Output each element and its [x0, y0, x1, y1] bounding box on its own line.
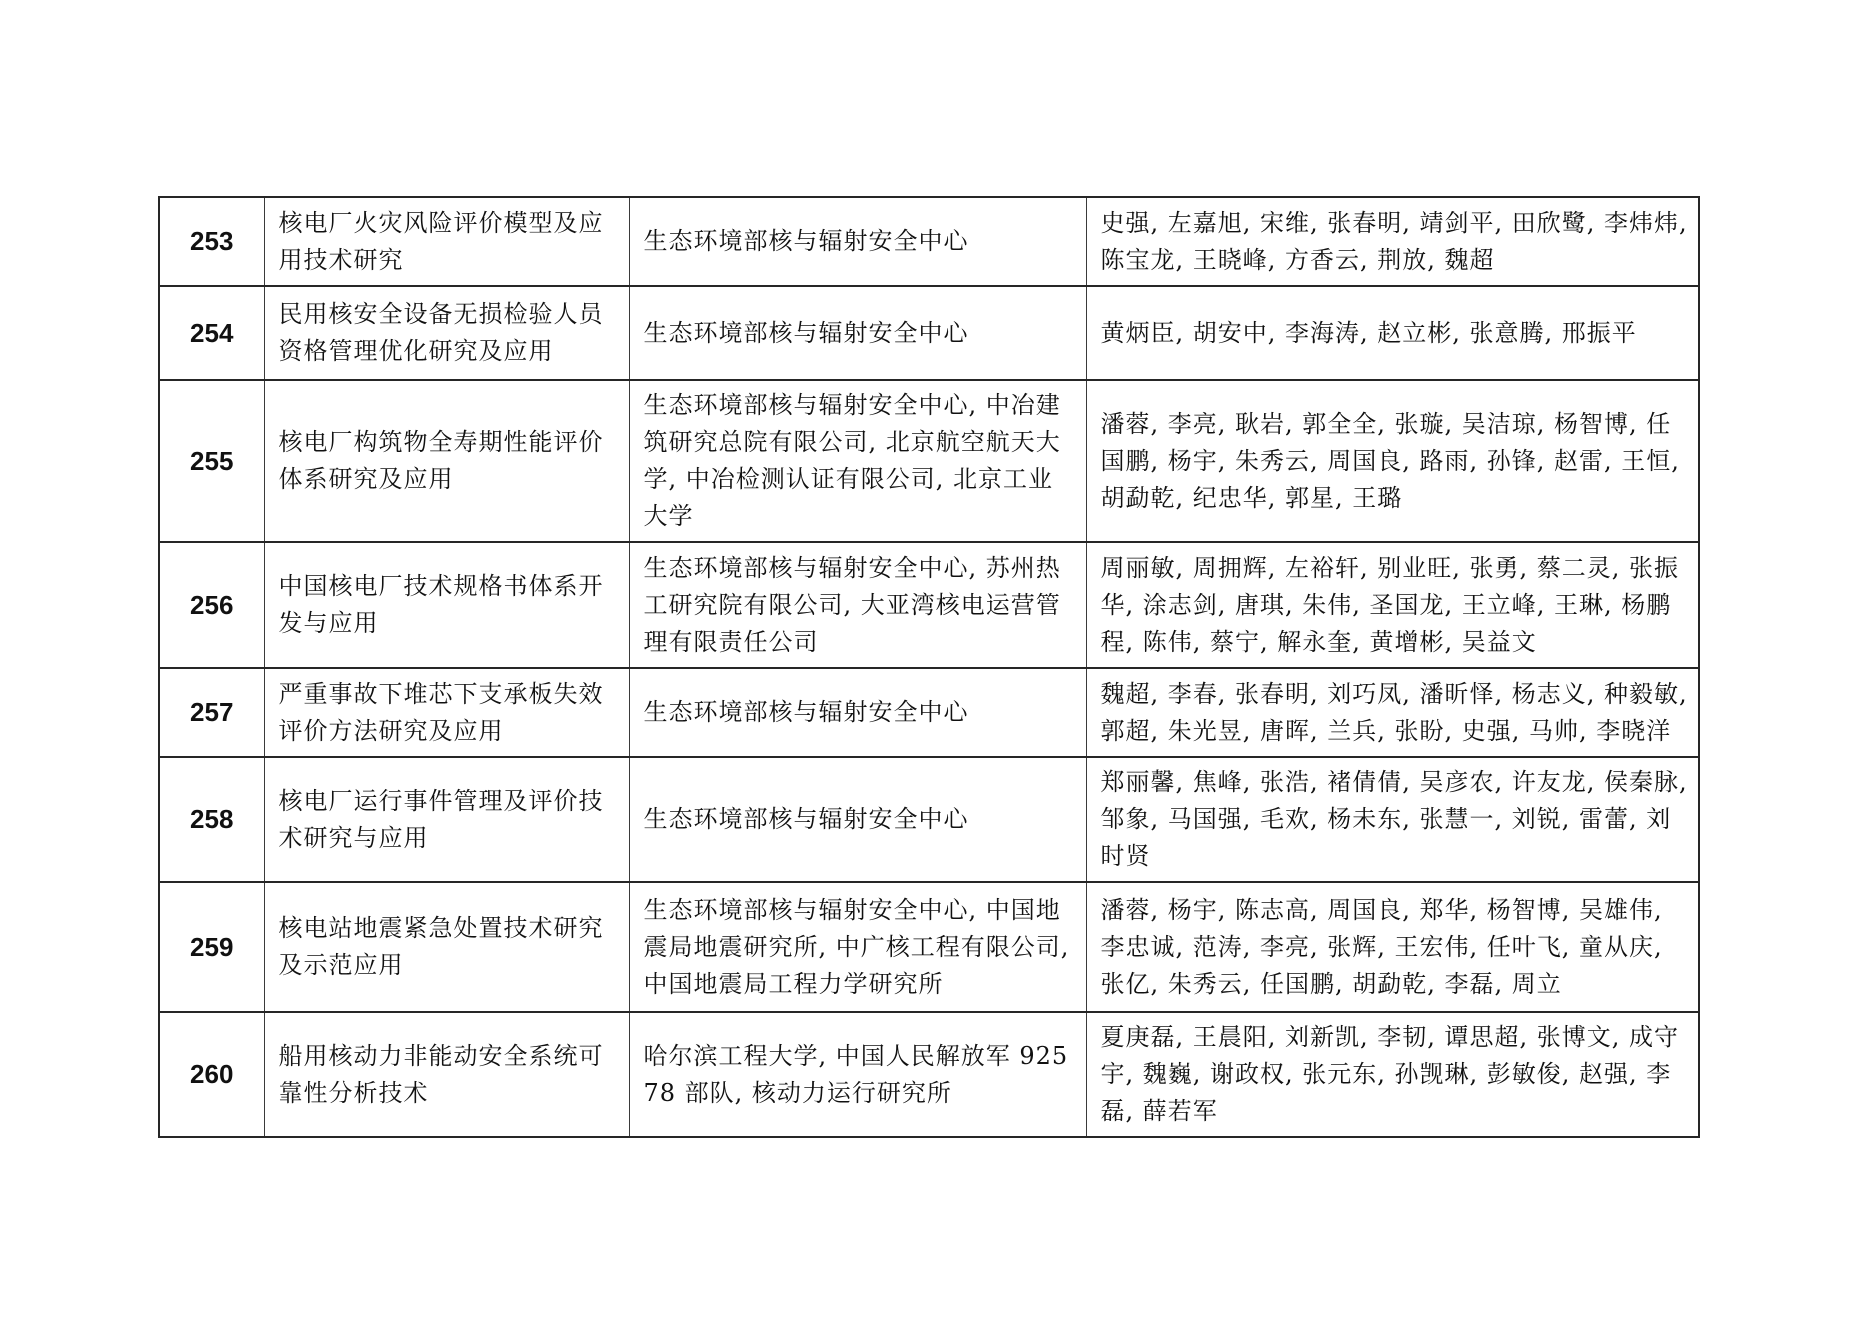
- row-number-cell: 260: [159, 1012, 264, 1137]
- project-title-cell: 船用核动力非能动安全系统可靠性分析技术: [264, 1012, 629, 1137]
- projects-table: [158, 196, 1700, 1138]
- organization-cell: 生态环境部核与辐射安全中心: [629, 757, 1086, 882]
- row-number-cell: 256: [159, 542, 264, 668]
- project-title-cell: 民用核安全设备无损检验人员资格管理优化研究及应用: [264, 286, 629, 380]
- members-cell: 潘蓉, 杨宇, 陈志高, 周国良, 郑华, 杨智博, 吴雄伟, 李忠诚, 范涛, 李亮, 张辉, 王宏伟, 任叶飞, 童从庆, 张亿, 朱秀云, 任国鹏, 胡勐乾, 李磊, 周立: [1086, 882, 1699, 1012]
- row-number-cell: 254: [159, 286, 264, 380]
- project-title-cell: 核电厂构筑物全寿期性能评价体系研究及应用: [264, 380, 629, 542]
- project-title-cell: 核电站地震紧急处置技术研究及示范应用: [264, 882, 629, 1012]
- members-cell: 夏庚磊, 王晨阳, 刘新凯, 李韧, 谭思超, 张博文, 成守宇, 魏巍, 谢政权, 张元东, 孙觊琳, 彭敏俊, 赵强, 李磊, 薛若军: [1086, 1012, 1699, 1137]
- table-row: [159, 1012, 1699, 1137]
- project-title-cell: 严重事故下堆芯下支承板失效评价方法研究及应用: [264, 668, 629, 757]
- row-number-cell: 255: [159, 380, 264, 542]
- table-row: [159, 882, 1699, 1012]
- table-row: [159, 380, 1699, 542]
- project-title-cell: 中国核电厂技术规格书体系开发与应用: [264, 542, 629, 668]
- members-cell: 黄炳臣, 胡安中, 李海涛, 赵立彬, 张意腾, 邢振平: [1086, 286, 1699, 380]
- table-row: [159, 286, 1699, 380]
- organization-cell: 生态环境部核与辐射安全中心, 中国地震局地震研究所, 中广核工程有限公司, 中国地震局工程力学研究所: [629, 882, 1086, 1012]
- members-cell: 魏超, 李春, 张春明, 刘巧凤, 潘昕怿, 杨志义, 种毅敏, 郭超, 朱光昱, 唐晖, 兰兵, 张盼, 史强, 马帅, 李晓洋: [1086, 668, 1699, 757]
- members-cell: 潘蓉, 李亮, 耿岩, 郭全全, 张璇, 吴洁琼, 杨智博, 任国鹏, 杨宇, 朱秀云, 周国良, 路雨, 孙锋, 赵雷, 王恒, 胡勐乾, 纪忠华, 郭星, 王璐: [1086, 380, 1699, 542]
- project-title-cell: 核电厂运行事件管理及评价技术研究与应用: [264, 757, 629, 882]
- projects-table-body: [159, 197, 1699, 1137]
- organization-cell: 生态环境部核与辐射安全中心: [629, 197, 1086, 286]
- organization-cell: 生态环境部核与辐射安全中心: [629, 286, 1086, 380]
- members-cell: 史强, 左嘉旭, 宋维, 张春明, 靖剑平, 田欣鹭, 李炜炜, 陈宝龙, 王晓峰, 方香云, 荆放, 魏超: [1086, 197, 1699, 286]
- row-number-cell: 259: [159, 882, 264, 1012]
- row-number-cell: 253: [159, 197, 264, 286]
- organization-cell: 哈尔滨工程大学, 中国人民解放军 92578 部队, 核动力运行研究所: [629, 1012, 1086, 1137]
- row-number-cell: 258: [159, 757, 264, 882]
- members-cell: 周丽敏, 周拥辉, 左裕轩, 别业旺, 张勇, 蔡二灵, 张振华, 涂志剑, 唐琪, 朱伟, 圣国龙, 王立峰, 王琳, 杨鹏程, 陈伟, 蔡宁, 解永奎, 黄增彬, 吴益文: [1086, 542, 1699, 668]
- table-row: [159, 542, 1699, 668]
- project-title-cell: 核电厂火灾风险评价模型及应用技术研究: [264, 197, 629, 286]
- table-row: [159, 668, 1699, 757]
- organization-cell: 生态环境部核与辐射安全中心, 中冶建筑研究总院有限公司, 北京航空航天大学, 中冶检测认证有限公司, 北京工业大学: [629, 380, 1086, 542]
- members-cell: 郑丽馨, 焦峰, 张浩, 褚倩倩, 吴彦农, 许友龙, 侯秦脉, 邹象, 马国强, 毛欢, 杨未东, 张慧一, 刘锐, 雷蕾, 刘时贤: [1086, 757, 1699, 882]
- table-row: [159, 197, 1699, 286]
- organization-cell: 生态环境部核与辐射安全中心: [629, 668, 1086, 757]
- organization-cell: 生态环境部核与辐射安全中心, 苏州热工研究院有限公司, 大亚湾核电运营管理有限责任公司: [629, 542, 1086, 668]
- row-number-cell: 257: [159, 668, 264, 757]
- table-row: [159, 757, 1699, 882]
